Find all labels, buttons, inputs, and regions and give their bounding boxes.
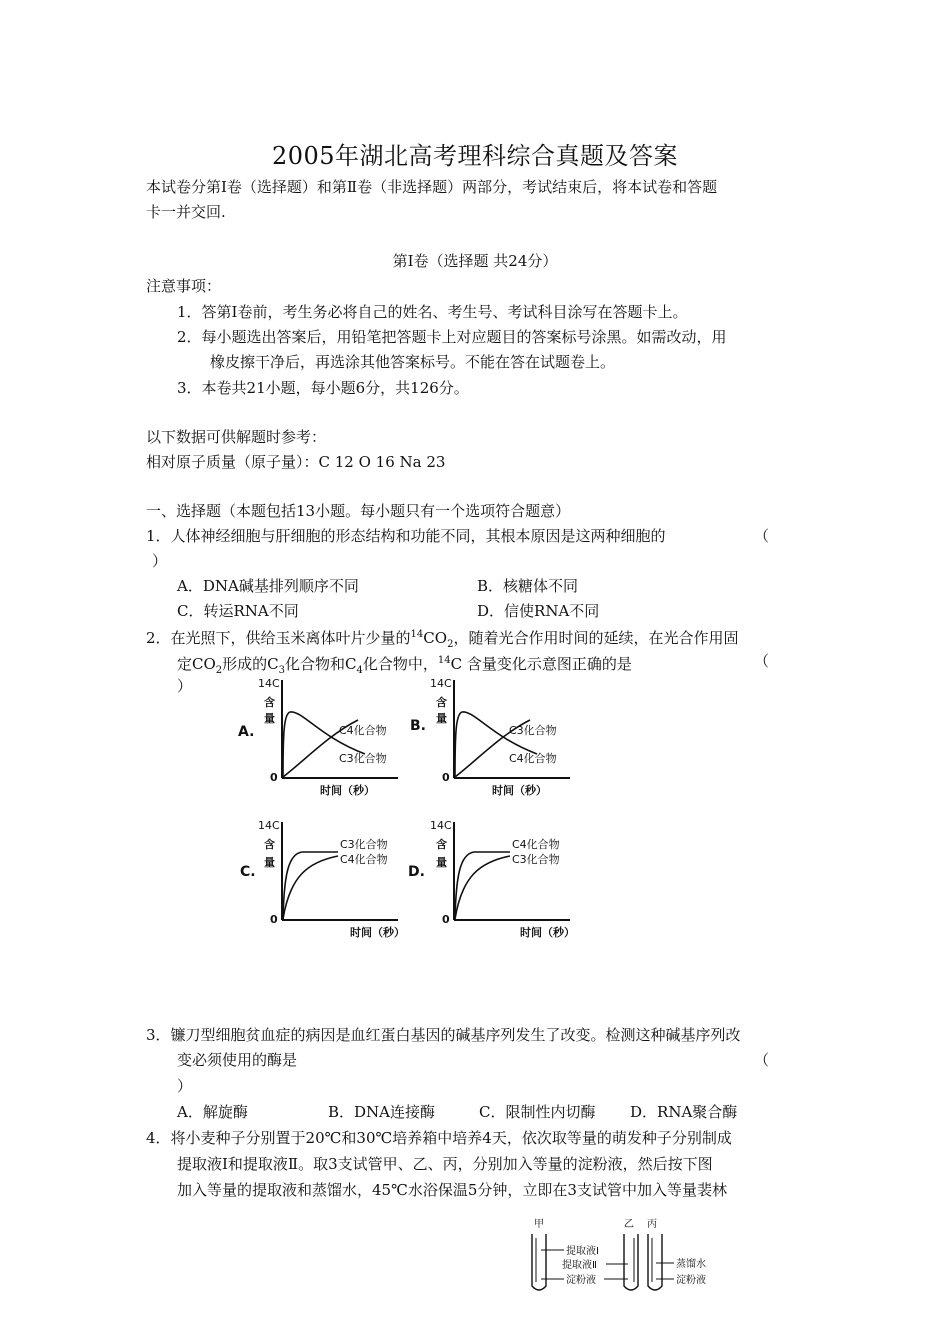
graph-ylabel: 量 xyxy=(264,856,275,869)
curve-label: C4化合物 xyxy=(509,752,557,765)
reference-heading: 以下数据可供解题时参考： xyxy=(146,428,327,446)
q2-sub: 2 xyxy=(447,639,454,650)
q3-bracket-close: ） xyxy=(177,1077,193,1095)
q2-sup: 14 xyxy=(410,629,424,640)
q4-line-2: 提取液Ⅰ和提取液Ⅱ。取3支试管甲、乙、丙，分别加入等量的淀粉液，然后按下图 xyxy=(177,1155,713,1173)
part-heading: 一、选择题（本题包括13小题。每小题只有一个选项符合题意） xyxy=(146,502,571,520)
curve-c4 xyxy=(283,856,338,919)
graph-c xyxy=(240,819,405,939)
graph-letter: B. xyxy=(410,718,426,734)
graph-ylabel: 含 xyxy=(264,696,275,709)
q4-line-1: 4．将小麦种子分别置于20℃和30℃培养箱中培养4天，依次取等量的萌发种子分别制成 xyxy=(146,1129,732,1147)
tube-label-bing: 丙 xyxy=(647,1219,657,1230)
graph-ylabel-top: 14C xyxy=(258,677,280,690)
document-title: 2005年湖北高考理科综合真题及答案 xyxy=(271,142,679,170)
q1-option-a: A．DNA碱基排列顺序不同 xyxy=(177,577,359,595)
q1-option-d: D．信使RNA不同 xyxy=(477,602,600,620)
q3-bracket-open: （ xyxy=(754,1051,770,1069)
fig-label: 提取液Ⅰ xyxy=(566,1246,599,1257)
q1-option-c: C．转运RNA不同 xyxy=(177,602,299,620)
curve-label: C3化合物 xyxy=(509,724,557,737)
q1-option-b: B．核糖体不同 xyxy=(477,577,579,595)
curve-c3 xyxy=(455,856,510,919)
q1-stem: 1．人体神经细胞与肝细胞的形态结构和功能不同，其根本原因是这两种细胞的 xyxy=(146,527,666,545)
note-item: 2．每小题选出答案后，用铅笔把答题卡上对应题目的答案标号涂黑。如需改动，用 xyxy=(177,328,727,346)
q1-bracket-close: ） xyxy=(152,552,168,570)
note-item: 3．本卷共21小题，每小题6分，共126分。 xyxy=(177,379,469,397)
curve-c3 xyxy=(283,852,338,919)
graph-b xyxy=(410,677,570,797)
q2-text: 2．在光照下，供给玉米离体叶片少量的 xyxy=(146,629,411,647)
q3-option-a: A．解旋酶 xyxy=(177,1103,248,1121)
q2-text: CO xyxy=(423,629,448,647)
graph-origin: 0 xyxy=(270,913,278,926)
q4-line-3: 加入等量的提取液和蒸馏水，45℃水浴保温5分钟，立即在3支试管中加入等量裴林 xyxy=(177,1181,727,1199)
q3-option-d: D．RNA聚合酶 xyxy=(630,1103,738,1121)
q2-figure xyxy=(230,672,590,944)
q2-text: 化合物中， xyxy=(362,655,438,673)
q3-option-c: C．限制性内切酶 xyxy=(479,1103,596,1121)
q2-sub: 3 xyxy=(278,665,286,676)
graph-ylabel: 含 xyxy=(436,696,447,709)
section-title: 第Ⅰ卷（选择题 共24分） xyxy=(392,252,558,270)
q2-bracket-open: （ xyxy=(754,652,770,670)
q2-sub: 2 xyxy=(215,665,223,676)
graph-origin: 0 xyxy=(270,771,278,784)
graph-xlabel: 时间（秒） xyxy=(350,926,405,939)
test-tube-bing xyxy=(648,1234,662,1290)
graph-ylabel: 量 xyxy=(264,712,275,725)
graph-xlabel: 时间（秒） xyxy=(320,784,375,797)
graph-ylabel-top: 14C xyxy=(430,677,452,690)
test-tube-jia xyxy=(532,1234,546,1290)
tube-label-jia: 甲 xyxy=(534,1219,544,1230)
q2-text: 定CO xyxy=(177,655,216,673)
graph-ylabel-top: 14C xyxy=(430,819,452,832)
tube-label-yi: 乙 xyxy=(624,1219,634,1230)
notes-heading: 注意事项： xyxy=(146,277,222,295)
q1-bracket-open: （ xyxy=(754,527,770,545)
graph-ylabel: 含 xyxy=(436,838,447,851)
graph-letter: A. xyxy=(238,724,255,740)
fig-label: 淀粉液 xyxy=(676,1275,706,1286)
reference-data: 相对原子质量（原子量）：C 12 O 16 Na 23 xyxy=(146,453,446,471)
fig-label: 提取液Ⅱ xyxy=(562,1260,597,1271)
intro-line-2: 卡一并交回. xyxy=(146,203,226,221)
graph-origin: 0 xyxy=(442,913,450,926)
graph-a xyxy=(238,677,398,797)
q2-sup: 14 xyxy=(437,655,451,666)
fig-label: 蒸馏水 xyxy=(676,1259,706,1270)
graph-ylabel: 含 xyxy=(264,838,275,851)
note-item: 1．答第Ⅰ卷前，考生务必将自己的姓名、考生号、考试科目涂写在答题卡上。 xyxy=(177,303,688,321)
curve-label: C3化合物 xyxy=(340,838,388,851)
q3-option-b: B．DNA连接酶 xyxy=(328,1103,436,1121)
q2-text: C 含量变化示意图正确的是 xyxy=(450,655,632,673)
curve-label: C4化合物 xyxy=(340,853,388,866)
note-item: 橡皮擦干净后，再选涂其他答案标号。不能在答在试题卷上。 xyxy=(210,353,616,371)
graph-ylabel-top: 14C xyxy=(258,819,280,832)
graph-xlabel: 时间（秒） xyxy=(492,784,547,797)
q2-bracket-close: ） xyxy=(177,677,193,695)
graph-d xyxy=(408,819,575,939)
graph-letter: D. xyxy=(408,864,425,880)
graph-ylabel: 量 xyxy=(436,712,447,725)
q3-line-1: 3．镰刀型细胞贫血症的病因是血红蛋白基因的碱基序列发生了改变。检测这种碱基序列改 xyxy=(146,1026,741,1044)
curve-label: C3化合物 xyxy=(512,853,560,866)
q2-text: 形成的C xyxy=(222,655,279,673)
graph-origin: 0 xyxy=(442,771,450,784)
test-tube-yi xyxy=(624,1234,638,1290)
graph-letter: C. xyxy=(240,864,256,880)
intro-line-1: 本试卷分第Ⅰ卷（选择题）和第Ⅱ卷（非选择题）两部分，考试结束后，将本试卷和答题 xyxy=(146,178,718,196)
q4-test-tube-figure xyxy=(528,1216,718,1296)
q2-text: ，随着光合作用时间的延续，在光合作用固 xyxy=(453,629,739,647)
curve-label: C4化合物 xyxy=(512,838,560,851)
graph-xlabel: 时间（秒） xyxy=(520,926,575,939)
q3-line-2: 变必须使用的酶是 xyxy=(177,1051,298,1069)
fig-label: 淀粉液 xyxy=(566,1275,596,1286)
curve-label: C3化合物 xyxy=(339,752,387,765)
curve-label: C4化合物 xyxy=(339,724,387,737)
q2-sub: 4 xyxy=(356,665,363,676)
graph-ylabel: 量 xyxy=(436,856,447,869)
q2-text: 化合物和C xyxy=(285,655,357,673)
curve-c4 xyxy=(455,852,510,919)
